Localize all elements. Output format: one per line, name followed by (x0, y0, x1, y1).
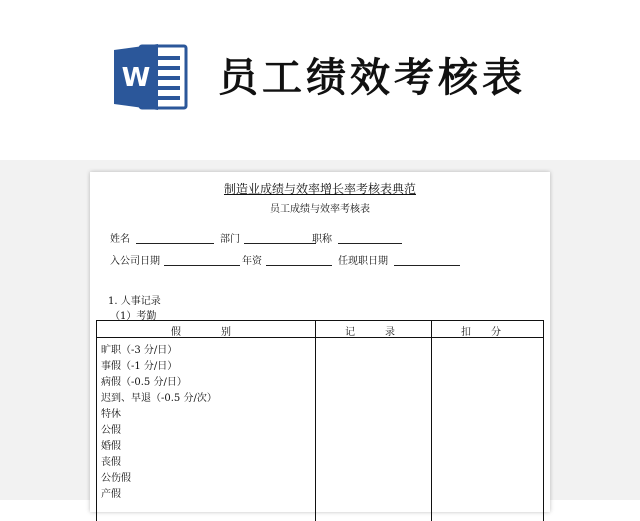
table-row: 迟到、早退（-0.5 分/次） (101, 393, 217, 404)
subsection-heading: （1）考勤 (110, 311, 157, 322)
table-header-record: 记 录 (345, 327, 395, 338)
document-subtitle: 员工成绩与效率考核表 (270, 204, 370, 215)
field-current-date-blank (394, 265, 460, 266)
field-join-date-blank (164, 265, 240, 266)
field-seniority-label: 年资 (242, 256, 262, 267)
table-row: 事假（-1 分/日） (101, 361, 178, 372)
table-col-divider (431, 321, 432, 521)
table-row: 公假 (101, 425, 121, 436)
field-seniority-blank (266, 265, 332, 266)
table-header-type: 假 别 (171, 327, 231, 338)
table-row: 产假 (101, 489, 121, 500)
field-current-date-label: 任现职日期 (338, 256, 388, 267)
table-header-deduction: 扣 分 (461, 327, 501, 338)
svg-text:W: W (121, 63, 151, 93)
attendance-table (96, 320, 544, 521)
table-row: 病假（-0.5 分/日） (101, 377, 187, 388)
section-heading: 1. 人事记录 (108, 296, 161, 307)
field-name-label: 姓名 (110, 234, 130, 245)
table-row: 公伤假 (101, 473, 131, 484)
field-join-date-label: 入公司日期 (110, 256, 160, 267)
header-banner (0, 0, 640, 160)
table-row: 旷职（-3 分/日） (101, 345, 178, 356)
field-dept-label: 部门 (220, 234, 240, 245)
table-col-divider (315, 321, 316, 521)
field-position-label: 职称 (312, 234, 332, 245)
table-row: 特休 (101, 409, 121, 420)
field-name-blank (136, 243, 214, 244)
document-title: 制造业成绩与效率增长率考核表典范 (223, 182, 416, 196)
field-dept-blank (244, 243, 316, 244)
table-row: 丧假 (101, 457, 121, 468)
document-page (90, 172, 550, 512)
page-title: 员工绩效考核表 (218, 55, 526, 101)
field-position-blank (338, 243, 402, 244)
table-row: 婚假 (101, 441, 121, 452)
word-icon (114, 42, 188, 112)
